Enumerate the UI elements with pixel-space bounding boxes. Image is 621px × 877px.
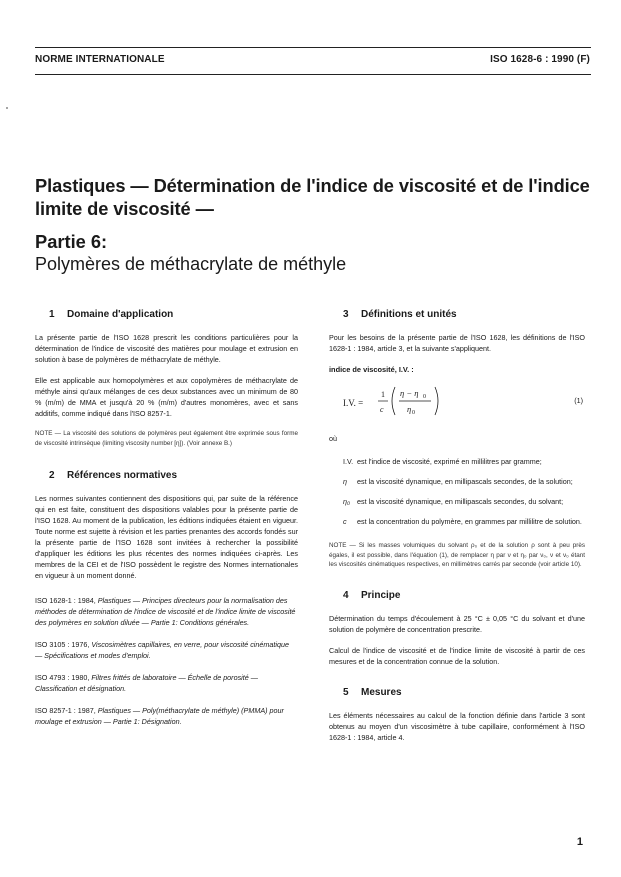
document-subtitle: Polymères de méthacrylate de méthyle	[35, 254, 347, 274]
reference-item	[35, 595, 298, 628]
reference-title: Filtres frittés de laboratoire — Échelle de porosité — Classification et désignation.	[35, 673, 258, 693]
reference-title: Plastiques — Principes directeurs pour la normalisation des méthodes de détermination de l'indice de viscosité et de l'indice limite de viscosité des polymères en solution diluée — Partie 1: Conditions générales.	[35, 596, 296, 627]
part-label: Partie 6:	[35, 231, 108, 252]
section-number: 3	[343, 309, 349, 320]
svg-text:0: 0	[412, 410, 415, 416]
definition-text: est la viscosité dynamique, en millipascals secondes, du solvant;	[357, 497, 564, 506]
scan-speck	[6, 107, 8, 109]
reference-item	[35, 672, 298, 694]
svg-text:c: c	[380, 405, 384, 414]
definition-symbol: η	[343, 477, 347, 486]
header-rule-bottom	[35, 74, 591, 75]
formula-number: (1)	[574, 396, 583, 405]
definition-text: est la concentration du polymère, en grammes par millilitre de solution.	[357, 517, 582, 526]
section-title: Mesures	[361, 686, 402, 698]
reference-code: ISO 8257-1 : 1987,	[35, 706, 96, 715]
section-number: 4	[343, 589, 349, 601]
header-rule-top	[35, 47, 591, 48]
definition-item	[329, 496, 585, 507]
viscosity-formula	[329, 381, 585, 425]
right-column	[329, 309, 585, 753]
svg-text:η − η: η − η	[400, 388, 419, 398]
section-2-heading	[35, 470, 298, 482]
header-right: ISO 1628-6 : 1990 (F)	[490, 54, 590, 65]
definition-item	[329, 516, 585, 527]
section-title: Principe	[361, 589, 401, 601]
header-left: NORME INTERNATIONALE	[35, 54, 165, 65]
paragraph: Pour les besoins de la présente partie de l'ISO 1628, les définitions de l'ISO 1628-1 : 1984, article 3, et la suivante s'appliquent.	[329, 333, 585, 353]
section-1-heading	[35, 309, 298, 321]
svg-text:η: η	[407, 404, 412, 414]
reference-title: Plastiques — Poly(méthacrylate de méthyle) (PMMA) pour moulage et extrusion — Partie 1: Désignation.	[35, 706, 284, 726]
definition-item	[329, 456, 585, 467]
reference-item	[35, 639, 298, 661]
paragraph: Les éléments nécessaires au calcul de la fonction définie dans l'article 3 sont obtenus au moyen d'un viscosimètre à tube capillaire, conformément à l'ISO 1628-1 : 1984, article 4.	[329, 710, 585, 742]
reference-code: ISO 1628-1 : 1984,	[35, 596, 96, 605]
section-number: 2	[49, 470, 55, 481]
document-title: Plastiques — Détermination de l'indice de viscosité et de l'indice limite de viscosité —	[35, 175, 590, 219]
paragraph: La présente partie de l'ISO 1628 prescrit les conditions particulières pour la détermination de l'indice de viscosité des matières pour moulage et extrusion en solution à base de polymères de méthacrylate de méthyle.	[35, 333, 298, 364]
paragraph: Les normes suivantes contiennent des dispositions qui, par suite de la référence qui en est faite, constituent des dispositions valables pour la présente partie de l'ISO 1628. Au moment de la publication, les éditions indiquées étaient en vigueur. Toute norme est sujette à révision et les parties prenantes des accords fondés sur la présente partie de l'ISO 1628 sont invitées à rechercher la possibilité d'appliquer les éditions les plus récentes des normes indiquées ci-après. Les membres de la CEI et de l'ISO possèdent le registre des Normes internationales en vigueur à un moment donné.	[35, 494, 298, 580]
section-5-heading	[329, 687, 585, 699]
svg-text:I.V. =: I.V. =	[343, 398, 364, 408]
reference-code: ISO 4793 : 1980,	[35, 673, 90, 682]
definition-symbol: I.V.	[343, 457, 354, 466]
left-column	[35, 309, 298, 738]
reference-title: Viscosimètres capillaires, en verre, pour viscosité cinématique — Spécifications et modes d'emploi.	[35, 640, 289, 660]
section-number: 5	[343, 686, 349, 698]
svg-text:0: 0	[423, 394, 426, 400]
svg-text:1: 1	[381, 390, 385, 399]
section-title: Domaine d'application	[67, 309, 174, 320]
where-label: où	[329, 434, 337, 443]
formula-graphic	[343, 381, 483, 425]
paragraph: Calcul de l'indice de viscosité et de l'indice limite de viscosité à partir de ces mesures et de la concentration connue de la solution.	[329, 645, 585, 666]
reference-item	[35, 705, 298, 727]
definition-symbol: c	[343, 517, 347, 526]
reference-code: ISO 3105 : 1976,	[35, 640, 90, 649]
note: NOTE — Si les masses volumiques du solvant ρ₀ et de la solution ρ sont à peu près égales, il est possible, dans l'équation (1), de remplacer η par ν et η₀ par ν₀, ν et ν₀ étant les viscosités cinématiques respectives, en millimètres carrés par seconde (voir article 10).	[329, 542, 585, 568]
definition-text: est la viscosité dynamique, en millipascals secondes, de la solution;	[357, 477, 573, 486]
note: NOTE — La viscosité des solutions de polymères peut également être exprimée sous forme de viscosité intrinsèque (limiting viscosity number [η]). (Voir annexe B.)	[35, 430, 298, 447]
section-title: Définitions et unités	[361, 309, 457, 320]
paragraph: Elle est applicable aux homopolymères et aux copolymères de méthacrylate de méthyle ainsi qu'aux mélanges de ces deux substances avec un minimum de 80 % (m/m) de MMA et jusqu'à 20 % (m/m) d'autres monomères, avec et sans additifs, comme indiqué dans l'ISO 8257-1.	[35, 376, 298, 418]
definition-symbol: η₀	[343, 497, 351, 506]
section-3-heading	[329, 309, 585, 321]
section-4-heading	[329, 590, 585, 602]
section-title: Références normatives	[67, 470, 178, 481]
section-number: 1	[49, 309, 55, 320]
term-heading: indice de viscosité, I.V. :	[329, 365, 414, 374]
paragraph: Détermination du temps d'écoulement à 25 °C ± 0,05 °C du solvant et d'une solution de polymère de concentration prescrite.	[329, 613, 585, 634]
definition-item	[329, 476, 585, 487]
definition-text: est l'indice de viscosité, exprimé en millilitres par gramme;	[357, 457, 542, 466]
page-number: 1	[576, 836, 583, 848]
